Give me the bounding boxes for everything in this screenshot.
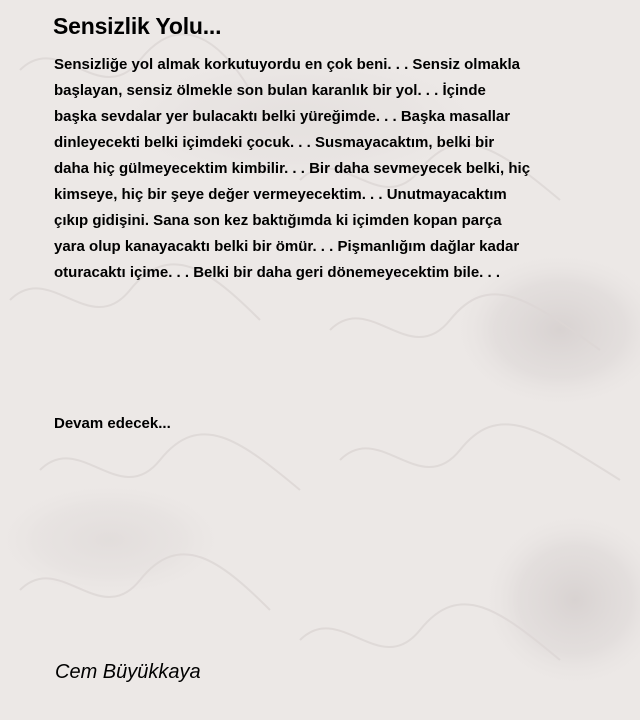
author-name: Cem Büyükkaya [55, 661, 201, 683]
poem-line: Sensizliğe yol almak korkutuyordu en çok beni. . . Sensiz olmakla [54, 56, 520, 73]
poem-line: başlayan, sensiz ölmekle son bulan karanlık bir yol. . . İçinde [54, 82, 486, 99]
poem-title: Sensizlik Yolu... [53, 13, 222, 39]
poem-line: oturacaktı içime. . . Belki bir daha geri dönemeyecektim bile. . . [54, 264, 500, 281]
poem-body [54, 52, 574, 286]
poem-line: çıkıp gidişini. Sana son kez baktığımda ki içimden kopan parça [54, 212, 502, 229]
poem-line: daha hiç gülmeyecektim kimbilir. . . Bir daha sevmeyecek belki, hiç [54, 160, 531, 177]
continuation-note: Devam edecek... [54, 415, 171, 432]
poem-line: kimseye, hiç bir şeye değer vermeyecektim. . . Unutmayacaktım [54, 186, 507, 203]
poem-line: dinleyecekti belki içimdeki çocuk. . . Susmayacaktım, belki bir [54, 134, 495, 151]
poem-line: başka sevdalar yer bulacaktı belki yüreğimde. . . Başka masallar [54, 108, 511, 125]
poem-line: yara olup kanayacaktı belki bir ömür. . . Pişmanlığım dağlar kadar [54, 238, 520, 255]
